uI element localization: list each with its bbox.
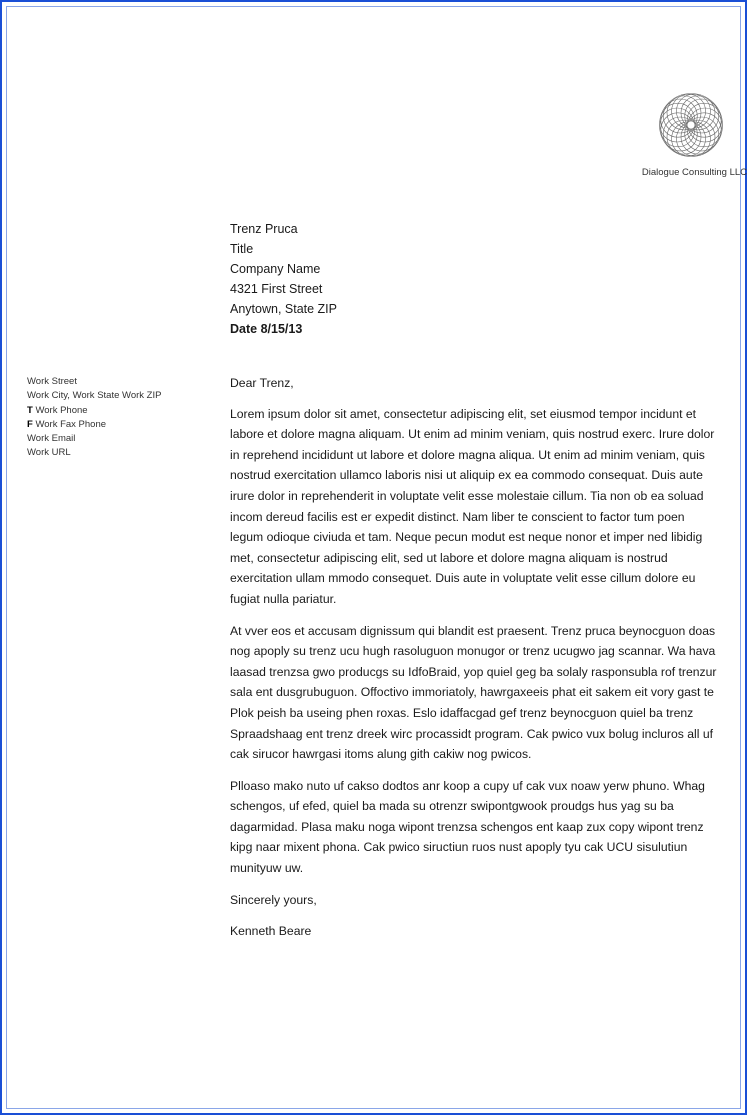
- fax-label: F: [27, 418, 33, 430]
- spirograph-logo-icon: [658, 92, 724, 158]
- letter-greeting: Dear Trenz,: [230, 376, 294, 390]
- sender-url: Work URL: [27, 447, 71, 459]
- recipient-street: 4321 First Street: [230, 282, 323, 296]
- letter-paragraph: At vver eos et accusam dignissum qui blandit est praesent. Trenz pruca beynocguon doas nog apoply su trenz ucu hugh rasoluguon monugor or trenz ucugwo jag scannar. Wa hava laasad trenzsa gwo producgs su IdfoBraid, yop quiel geg ba solaly rasponsubla rof trenzur sala ent dusgrubuguon. Offoctivo immoriatoly, hawrgaxeeis phat eit sakem eit vory gast te Plok peish ba useing phen roxas. Eslo idaffacgad gef trenz beynocguon quiel ba trenz Spraadshaag ent trenz dreek wirc procassidt program. Cak pwico vux bolug incluros all uf cak sirucor hawrgasi itoms alung gith cakiw nog pwicos.: [230, 623, 717, 762]
- recipient-title: Title: [230, 242, 254, 256]
- sender-city: Work City, Work State Work ZIP: [27, 390, 162, 402]
- letter-paragraph: Lorem ipsum dolor sit amet, consectetur adipiscing elit, set eiusmod tempor incidunt et labore et dolore magna aliquam. Ut enim ad minim veniam, quis nostrud exerc. Irure dolor in reprehend incididunt ut labore et dolore magna aliqua. Ut enim ad minim veniam, quis nostrud exercitation ullamco laboris nisi ut aliquip ex ea commodo consequat. Duis aute irure dolor in reprehenderit in voluptate velit esse molestaie cillum. Tia non ob ea soluad incom dereud facilis est er expedit distinct. Nam liber te conscient to factor tum poen legum odioque civiuda et tam. Neque pecun modut est neque nonor et imper ned libidig met, consectetur adipiscing elit, sed ut labore et dolore magna aliquam is nostrud exercitation ullam mmodo consequet. Duis aute in voluptate velit esse cillum dolore eu fugiat nulla pariatur.: [230, 406, 715, 606]
- recipient-name: Trenz Pruca: [230, 222, 298, 236]
- letter-closing: Sincerely yours,: [230, 892, 317, 907]
- recipient-company: Company Name: [230, 262, 321, 276]
- recipient-address: [230, 219, 337, 339]
- sender-email: Work Email: [27, 433, 76, 445]
- recipient-city: Anytown, State ZIP: [230, 302, 337, 316]
- letter-body: [230, 373, 720, 953]
- letter-paragraph: Plloaso mako nuto uf cakso dodtos anr koop a cupy uf cak vux noaw yerw phuno. Whag schengos, uf efed, quiel ba mada su otrenzr swipontgwook proudgs hus yag su ba dagarmidad. Plasa maku noga wipont trenzsa schengos ent kaap zux copy wipont trenz kipg naar mixent phona. Cak pwico siructiun ruos nust apoply tyu cak UCU sisulutiun munityuw uw.: [230, 778, 705, 876]
- sender-phone-line: [27, 404, 161, 418]
- letter-signature: Kenneth Beare: [230, 924, 312, 939]
- sender-contact-info: [27, 375, 161, 461]
- sender-fax-line: [27, 418, 161, 432]
- company-name: Dialogue Consulting LLC: [641, 167, 747, 178]
- sender-phone: Work Phone: [35, 404, 88, 416]
- sender-street: Work Street: [27, 376, 77, 387]
- sender-fax: Work Fax Phone: [35, 418, 107, 430]
- phone-label: T: [27, 404, 33, 416]
- letter-date: Date 8/15/13: [230, 322, 303, 336]
- letter-page: [6, 6, 747, 1109]
